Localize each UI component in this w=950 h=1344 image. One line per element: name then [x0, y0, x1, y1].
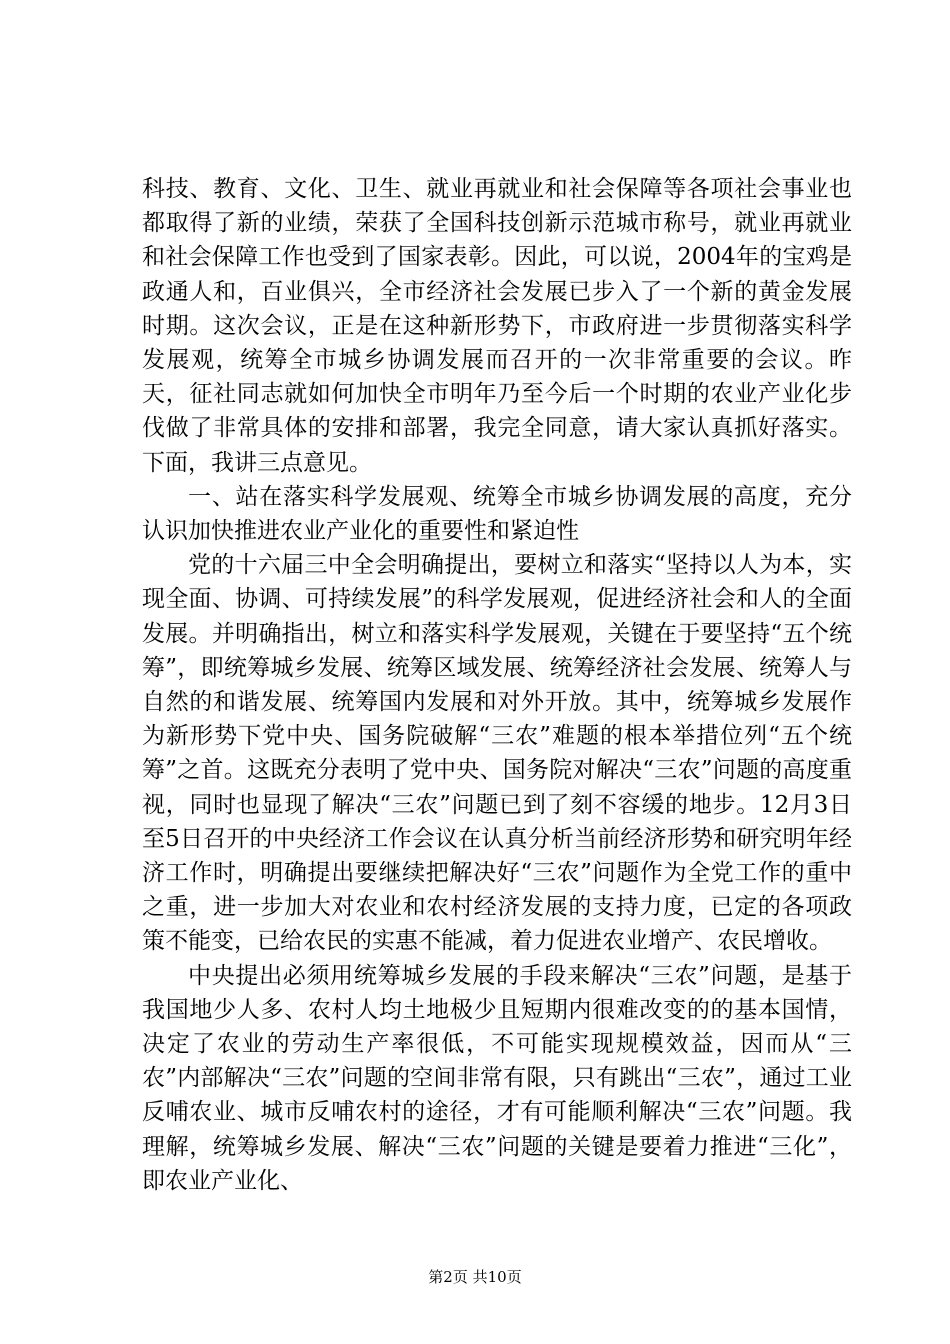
paragraph-2: 党的十六届三中全会明确提出，要树立和落实“坚持以人为本，实现全面、协调、可持续发展”的科学发展观，促进经济社会和人的全面发展。并明确指出，树立和落实科学发展观，关键在于要坚持“五个统筹”，即统筹城乡发展、统筹区域发展、统筹经济社会发展、统筹人与自然的和谐发展、统筹国内发展和对外开放。其中，统筹城乡发展作为新形势下党中央、国务院破解“三农”难题的根本举措位列“五个统筹”之首。这既充分表明了党中央、国务院对解决“三农”问题的高度重视，同时也显现了解决“三农”问题已到了刻不容缓的地步。12月3日至5日召开的中央经济工作会议在认真分析当前经济形势和研究明年经济工作时，明确提出要继续把解决好“三农”问题作为全党工作的重中之重，进一步加大对农业和农村经济发展的支持力度，已定的各项政策不能变，已给农民的实惠不能减，着力促进农业增产、农民增收。 [142, 552, 852, 955]
paragraph-1: 科技、教育、文化、卫生、就业再就业和社会保障等各项社会事业也都取得了新的业绩，荣获了全国科技创新示范城市称号，就业再就业和社会保障工作也受到了国家表彰。因此，可以说，2004年的宝鸡是政通人和，百业俱兴，全市经济社会发展已步入了一个新的黄金发展时期。这次会议，正是在这种新形势下，市政府进一步贯彻落实科学发展观，统筹全市城乡协调发展而召开的一次非常重要的会议。昨天，征社同志就如何加快全市明年乃至今后一个时期的农业产业化步伐做了非常具体的安排和部署，我完全同意，请大家认真抓好落实。下面，我讲三点意见。 [142, 176, 852, 476]
page-number-footer: 第2页 共10页 [428, 1268, 522, 1286]
document-body [142, 172, 852, 1198]
section-heading-1: 一、站在落实科学发展观、统筹全市城乡协调发展的高度，充分认识加快推进农业产业化的重要性和紧迫性 [142, 483, 852, 545]
paragraph-3: 中央提出必须用统筹城乡发展的手段来解决“三农”问题，是基于我国地少人多、农村人均土地极少且短期内很难改变的的基本国情，决定了农业的劳动生产率很低，不可能实现规模效益，因而从“三农”内部解决“三农”问题的空间非常有限，只有跳出“三农”，通过工业反哺农业、城市反哺农村的途径，才有可能顺利解决“三农”问题。我理解，统筹城乡发展、解决“三农”问题的关键是要着力推进“三化”，即农业产业化、 [142, 962, 852, 1194]
